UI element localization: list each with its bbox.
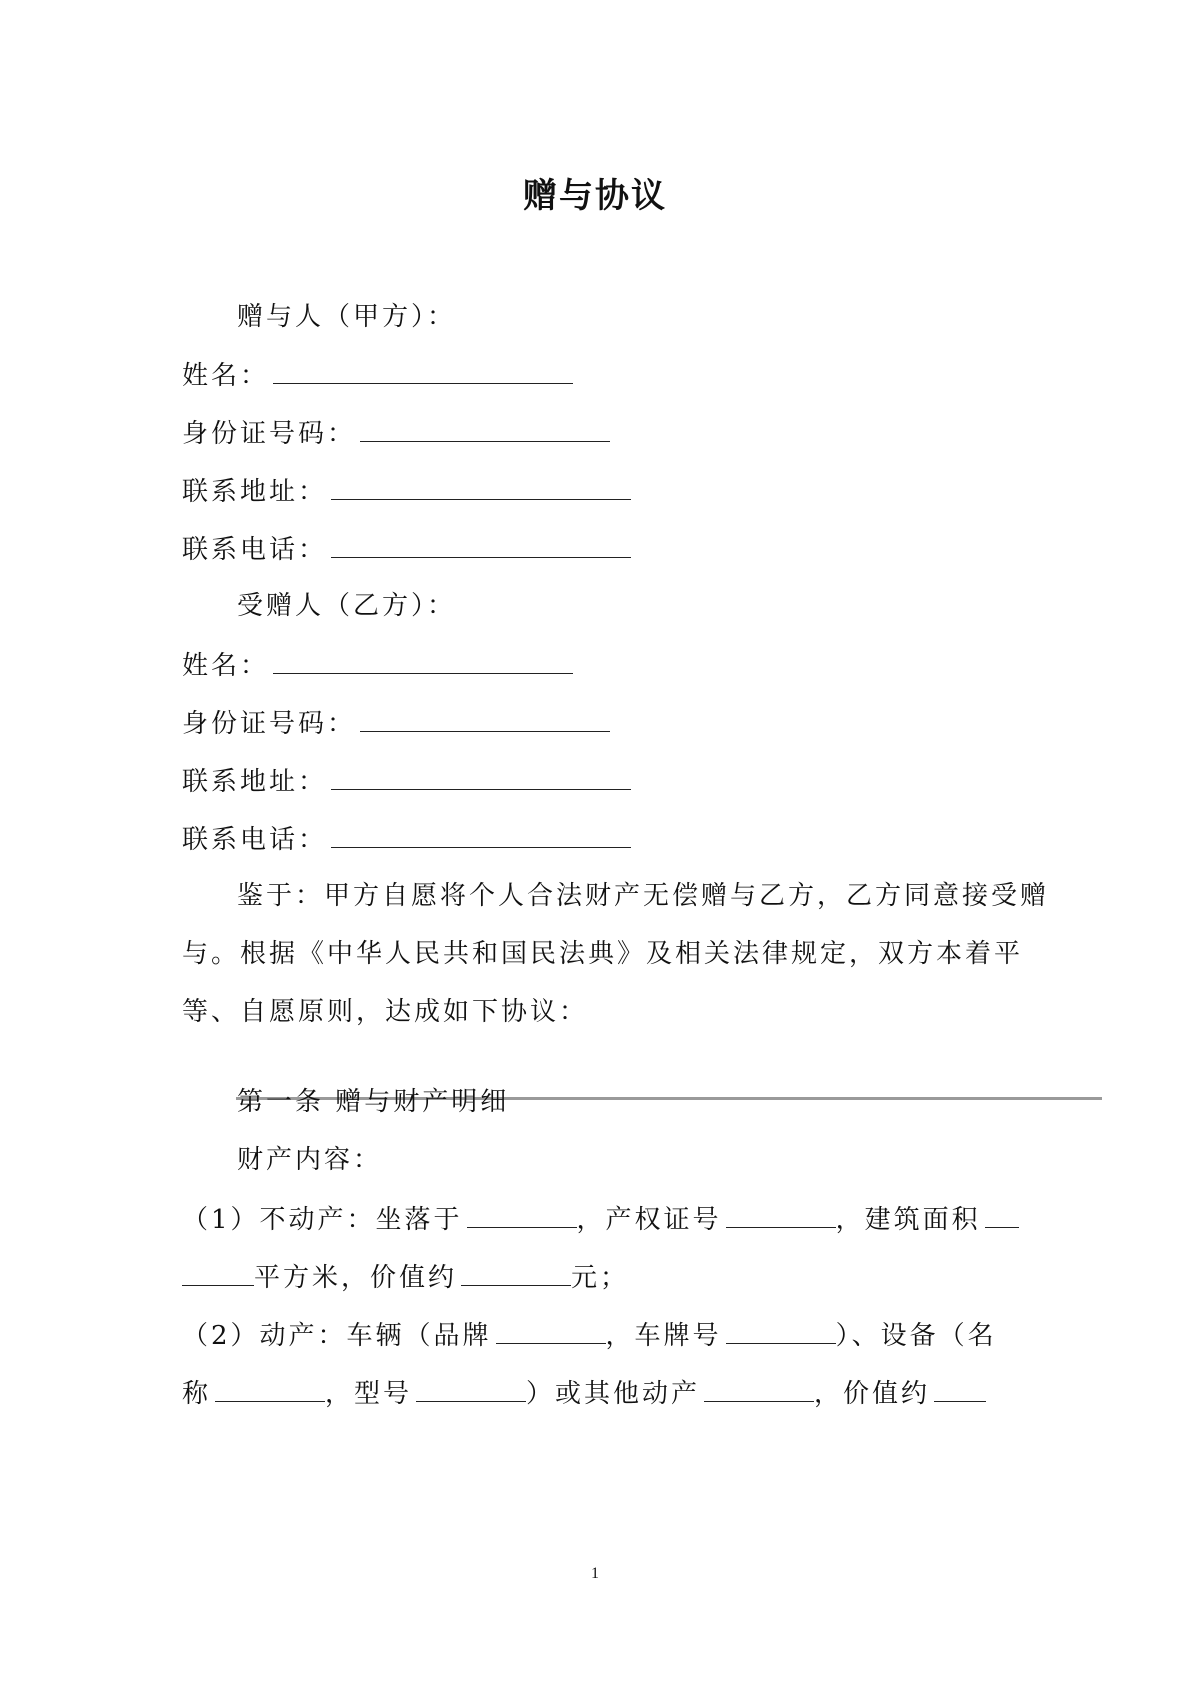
real-estate-prefix: （1）不动产：坐落于	[182, 1205, 463, 1235]
donor-phone-row	[182, 531, 631, 567]
equipment-name-blank[interactable]	[215, 1375, 325, 1402]
real-estate-value-blank[interactable]	[461, 1259, 571, 1286]
other-movable-blank[interactable]	[704, 1375, 814, 1402]
model-blank[interactable]	[416, 1375, 526, 1402]
equipment-name-label: 称	[182, 1379, 212, 1409]
donor-phone-label: 联系电话：	[182, 535, 328, 565]
cert-number-blank[interactable]	[726, 1201, 836, 1228]
donor-name-label: 姓名：	[182, 361, 270, 391]
donor-name-blank[interactable]	[273, 357, 573, 384]
page-number: 1	[591, 1565, 599, 1582]
donee-id-blank[interactable]	[360, 705, 610, 732]
real-estate-area-label: ，建筑面积	[835, 1205, 981, 1235]
movable-value-blank[interactable]	[934, 1375, 986, 1402]
donee-id-label: 身份证号码：	[182, 709, 357, 739]
donor-phone-blank[interactable]	[331, 531, 631, 558]
donee-phone-label: 联系电话：	[182, 825, 328, 855]
movable-prefix: （2）动产：车辆（品牌	[182, 1321, 492, 1351]
area-blank-start[interactable]	[985, 1201, 1019, 1228]
donor-name-row	[182, 357, 573, 393]
donor-heading: 赠与人（甲方）：	[237, 302, 457, 332]
equipment-label: ）、设备（名	[835, 1321, 997, 1351]
donee-address-label: 联系地址：	[182, 767, 328, 797]
real-estate-value-label: 平方米，价值约	[254, 1263, 458, 1293]
donee-phone-blank[interactable]	[331, 821, 631, 848]
donor-id-row	[182, 415, 610, 451]
movable-row	[182, 1317, 997, 1353]
other-movable-label: ）或其他动产	[526, 1379, 701, 1409]
donor-address-label: 联系地址：	[182, 477, 328, 507]
donee-name-row	[182, 647, 573, 683]
donee-phone-row	[182, 821, 631, 857]
donee-id-row	[182, 705, 610, 741]
donor-address-blank[interactable]	[331, 473, 631, 500]
real-estate-row-cont	[182, 1259, 629, 1295]
donor-address-row	[182, 473, 631, 509]
donor-id-blank[interactable]	[360, 415, 610, 442]
donor-id-label: 身份证号码：	[182, 419, 357, 449]
donee-name-blank[interactable]	[273, 647, 573, 674]
article1-heading: 第一条 赠与财产明细	[237, 1087, 510, 1117]
donee-address-blank[interactable]	[331, 763, 631, 790]
real-estate-row	[182, 1201, 1019, 1237]
real-estate-value-unit: 元；	[571, 1263, 630, 1293]
movable-value-label: ，价值约	[814, 1379, 931, 1409]
donee-name-label: 姓名：	[182, 651, 270, 681]
real-estate-cert-label: ，产权证号	[576, 1205, 722, 1235]
preamble-line-3: 等、自愿原则，达成如下协议：	[182, 997, 589, 1027]
movable-row-cont	[182, 1375, 986, 1411]
location-blank[interactable]	[467, 1201, 577, 1228]
model-label: ，型号	[325, 1379, 413, 1409]
area-blank-end[interactable]	[182, 1259, 254, 1286]
donee-address-row	[182, 763, 631, 799]
document-title: 赠与协议	[523, 176, 667, 216]
preamble-line-1: 鉴于：甲方自愿将个人合法财产无偿赠与乙方，乙方同意接受赠	[237, 881, 1050, 911]
plate-label: ，车牌号	[605, 1321, 722, 1351]
preamble-line-2: 与。根据《中华人民共和国民法典》及相关法律规定，双方本着平	[182, 939, 1024, 969]
article1-content-label: 财产内容：	[237, 1145, 383, 1175]
donee-heading: 受赠人（乙方）：	[237, 591, 457, 621]
plate-number-blank[interactable]	[726, 1317, 836, 1344]
vehicle-brand-blank[interactable]	[496, 1317, 606, 1344]
